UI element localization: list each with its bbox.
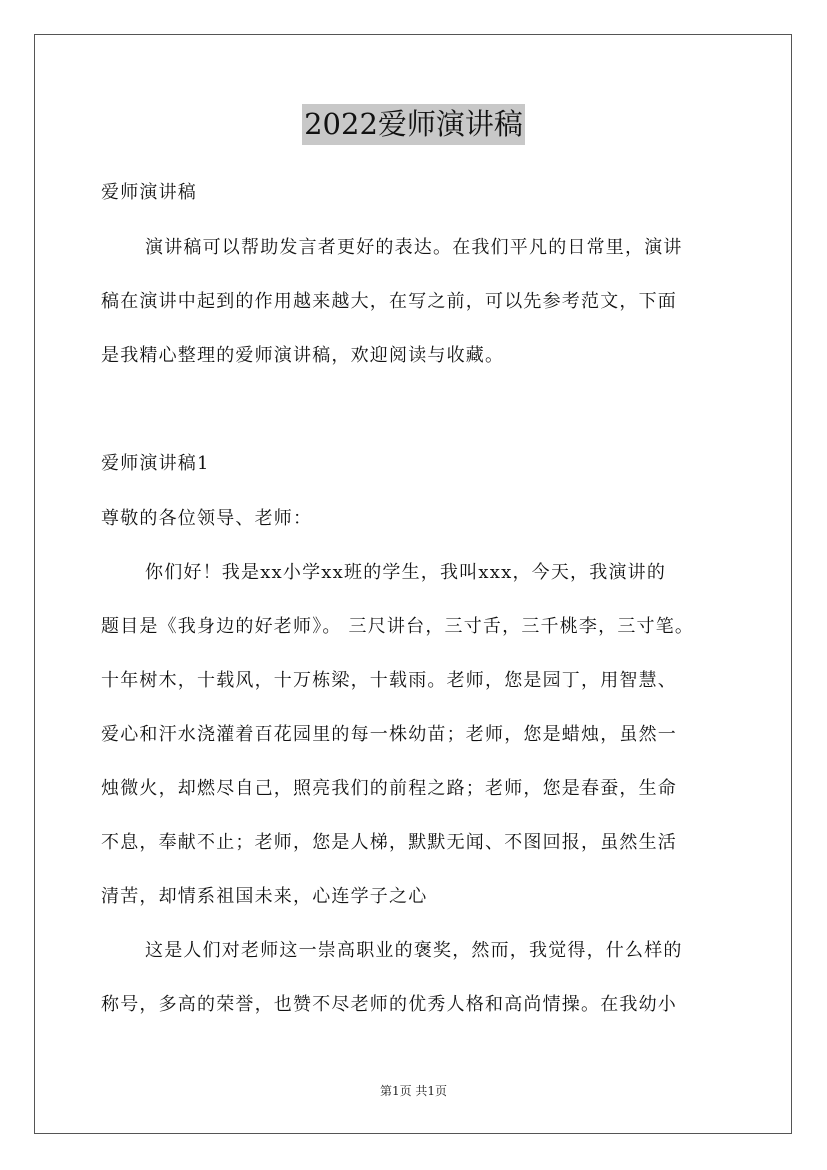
paragraph-line: 你们好！我是xx小学xx班的学生，我叫xxx，今天，我演讲的 xyxy=(145,562,667,583)
paragraph-line: 烛微火，却燃尽自己，照亮我们的前程之路；老师，您是春蚕，生命 xyxy=(101,778,677,799)
paragraph-line: 十年树木，十载风，十万栋梁，十载雨。老师，您是园丁，用智慧、 xyxy=(101,670,677,691)
document-title: 2022爱师演讲稿 xyxy=(302,104,525,145)
page-footer: 第1页 共1页 xyxy=(379,1084,448,1098)
paragraph-line: 稿在演讲中起到的作用越来越大，在写之前，可以先参考范文，下面 xyxy=(101,291,677,312)
section-heading-intro: 爱师演讲稿 xyxy=(101,182,197,203)
paragraph-line: 不息，奉献不止；老师，您是人梯，默默无闻、不图回报，虽然生活 xyxy=(101,832,677,853)
salutation: 尊敬的各位领导、老师： xyxy=(101,508,313,529)
paragraph-line: 是我精心整理的爱师演讲稿，欢迎阅读与收藏。 xyxy=(101,345,505,366)
paragraph-line: 清苦，却情系祖国未来，心连学子之心 xyxy=(101,886,428,907)
paragraph-line: 爱心和汗水浇灌着百花园里的每一株幼苗；老师，您是蜡烛，虽然一 xyxy=(101,724,677,745)
paragraph-line: 题目是《我身边的好老师》。 三尺讲台，三寸舌，三千桃李，三寸笔。 xyxy=(101,616,695,637)
paragraph-line: 这是人们对老师这一崇高职业的褒奖，然而，我觉得，什么样的 xyxy=(145,940,683,961)
section-heading-speech-1: 爱师演讲稿1 xyxy=(101,453,210,474)
paragraph-line: 演讲稿可以帮助发言者更好的表达。在我们平凡的日常里，演讲 xyxy=(145,237,683,258)
paragraph-line: 称号，多高的荣誉，也赞不尽老师的优秀人格和高尚情操。在我幼小 xyxy=(101,994,677,1015)
title-container xyxy=(0,104,827,145)
